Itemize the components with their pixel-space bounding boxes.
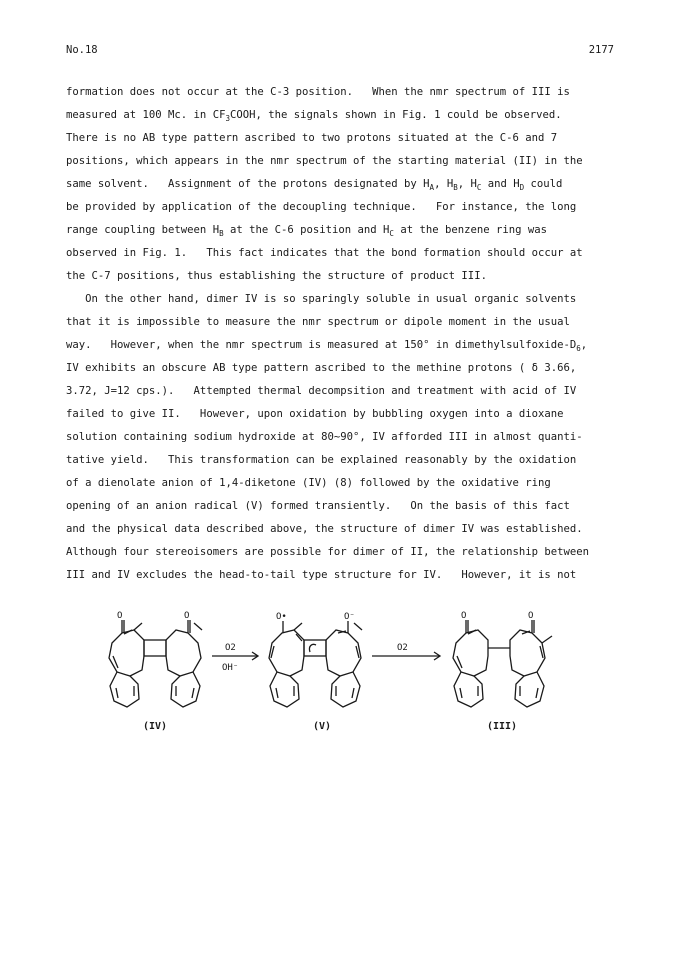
text-line: the C-7 positions, thus establishing the structure of product III.: [66, 270, 487, 282]
text-line: opening of an anion radical (V) formed transiently. On the basis of this fact: [66, 500, 570, 512]
compound-v-structure: [269, 621, 362, 707]
text-line: observed in Fig. 1. This fact indicates that the bond formation should occur at: [66, 247, 583, 259]
text-line: failed to give II. However, upon oxidation by bubbling oxygen into a dioxane: [66, 408, 564, 420]
text-segment: COOH, the signals shown in Fig. 1 could be observed.: [229, 109, 562, 121]
arrow-1: [212, 652, 258, 660]
text-line: [66, 224, 547, 236]
subscript: D: [519, 183, 525, 192]
text-segment: , H: [457, 178, 477, 190]
arrow1-top: O2: [225, 643, 236, 653]
text-segment: measured at 100 Mc. in CF: [66, 109, 226, 121]
reaction-scheme: [100, 608, 600, 720]
text-segment: range coupling between H: [66, 224, 220, 236]
arrow-2: [372, 652, 440, 660]
subscript: 6: [576, 344, 581, 353]
text-line: IV exhibits an obscure AB type pattern ascribed to the methine protons ( δ 3.66,: [66, 362, 577, 374]
text-line: [66, 339, 587, 351]
text-line: be provided by application of the decoupling technique. For instance, the long: [66, 201, 577, 213]
text-line: There is no AB type pattern ascribed to two protons situated at the C-6 and 7: [66, 132, 558, 144]
radical-label: O•: [276, 612, 287, 622]
text-segment: at the C-6 position and H: [223, 224, 390, 236]
text-line: Although four stereoisomers are possible for dimer of II, the relationship between: [66, 546, 589, 558]
text-line: 3.72, J=12 cps.). Attempted thermal decompsition and treatment with acid of IV: [66, 385, 577, 397]
ketone-o-4: O: [528, 611, 534, 621]
text-line: tative yield. This transformation can be explained reasonably by the oxidation: [66, 454, 577, 466]
ketone-o-2: O: [184, 611, 190, 621]
journal-issue: No.18: [66, 44, 98, 56]
label-iii: (III): [486, 721, 518, 732]
subscript: A: [429, 183, 435, 192]
text-line: [66, 178, 562, 190]
text-line: [66, 109, 562, 121]
anion-label: O⁻: [344, 612, 355, 622]
label-iv: (IV): [142, 721, 168, 732]
label-v: (V): [312, 721, 332, 732]
subscript: B: [453, 183, 458, 192]
subscript: C: [389, 229, 394, 238]
text-segment: ,: [580, 339, 588, 351]
arrow2-top: O2: [397, 643, 408, 653]
text-line: solution containing sodium hydroxide at 80~90°, IV afforded III in almost quanti-: [66, 431, 583, 443]
text-line: that it is impossible to measure the nmr spectrum or dipole moment in the usual: [66, 316, 570, 328]
text-segment: and H: [481, 178, 520, 190]
arrow1-bottom: OH⁻: [222, 663, 239, 673]
text-segment: could: [524, 178, 563, 190]
text-segment: way. However, when the nmr spectrum is measured at 150° in dimethylsulfoxide-D: [66, 339, 577, 351]
text-line: III and IV excludes the head-to-tail type structure for IV. However, it is not: [66, 569, 577, 581]
subscript: C: [476, 183, 482, 192]
text-line: of a dienolate anion of 1,4-diketone (IV) (8) followed by the oxidative ring: [66, 477, 551, 489]
text-segment: , H: [434, 178, 454, 190]
text-line: and the physical data described above, the structure of dimer IV was established.: [66, 523, 583, 535]
ketone-o-1: O: [117, 611, 123, 621]
ketone-o-3: O: [461, 611, 467, 621]
text-segment: same solvent. Assignment of the protons designated by H: [66, 178, 430, 190]
text-line: formation does not occur at the C-3 position. When the nmr spectrum of III is: [66, 86, 570, 98]
text-line: positions, which appears in the nmr spectrum of the starting material (II) in the: [66, 155, 583, 167]
subscript: B: [219, 229, 224, 238]
text-segment: at the benzene ring was: [393, 224, 548, 236]
page-number: 2177: [588, 44, 614, 56]
compound-iv-structure: [109, 620, 202, 707]
text-line: On the other hand, dimer IV is so sparingly soluble in usual organic solvents: [66, 293, 577, 305]
subscript: 3: [225, 114, 230, 123]
compound-iii-structure: [453, 620, 552, 707]
